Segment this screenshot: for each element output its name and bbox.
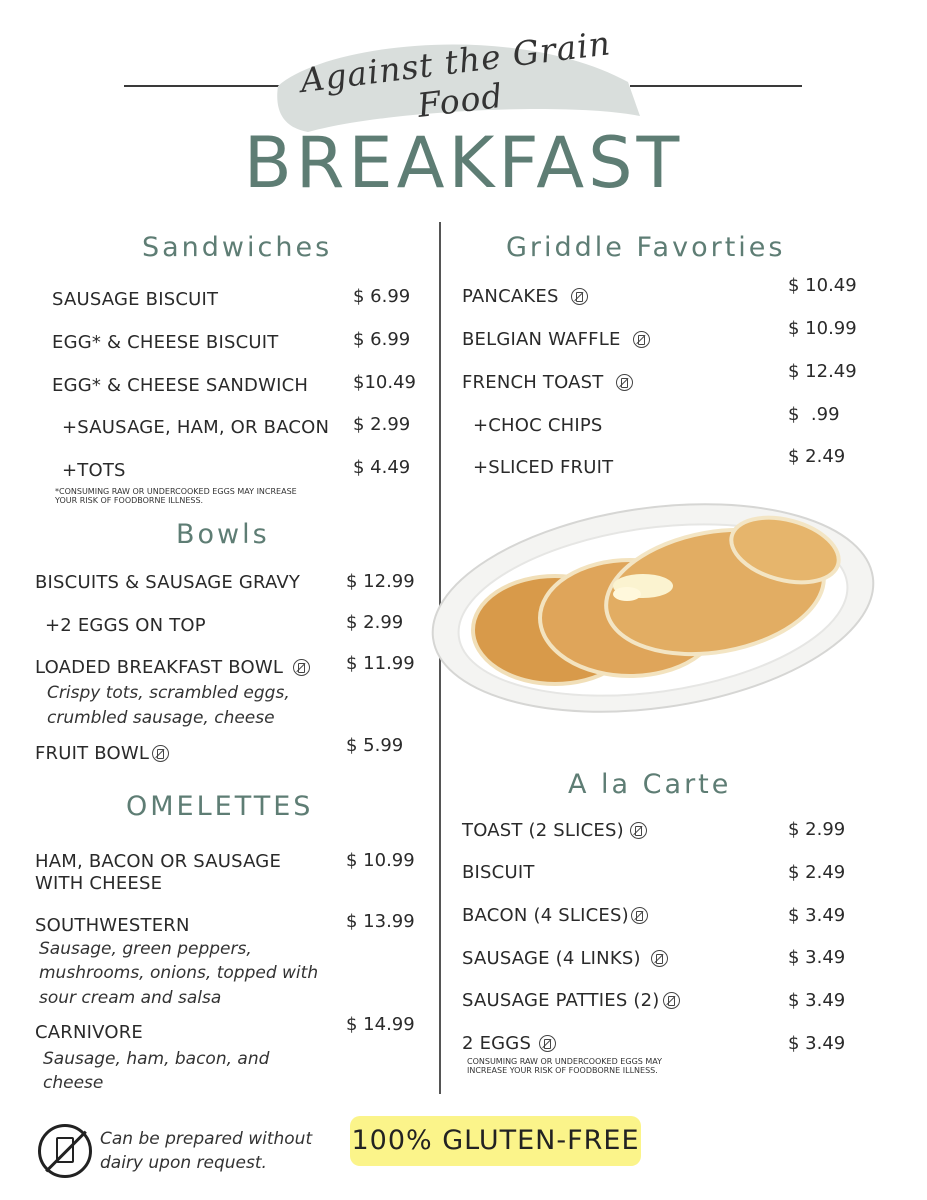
section-heading-griddle: Griddle Favorties [506, 232, 786, 263]
menu-price: $ 12.99 [346, 571, 415, 592]
menu-item: +TOTS [62, 460, 126, 481]
section-heading-sandwiches: Sandwiches [142, 232, 333, 263]
menu-price: $ 2.49 [788, 446, 846, 467]
brand-logo [268, 24, 648, 134]
menu-price: $ 2.99 [346, 612, 404, 633]
egg-disclaimer-line: CONSUMING RAW OR UNDERCOOKED EGGS MAY [467, 1057, 663, 1066]
menu-item: SOUTHWESTERN [35, 915, 190, 936]
menu-item: SAUSAGE BISCUIT [52, 289, 219, 310]
page-title: BREAKFAST [243, 122, 684, 204]
menu-item-with-icon [462, 286, 588, 307]
header-rule-right [630, 85, 802, 87]
egg-disclaimer-line: INCREASE YOUR RISK OF FOODBORNE ILLNESS. [467, 1066, 658, 1075]
menu-price: $ 6.99 [353, 329, 411, 350]
menu-price: $ 14.99 [346, 1014, 415, 1035]
menu-item-name: SAUSAGE PATTIES (2) [462, 990, 660, 1011]
menu-item-name: SAUSAGE (4 LINKS) [462, 948, 641, 969]
menu-item-with-icon [462, 372, 633, 393]
brand-name: Against the Grain Food [298, 23, 613, 125]
dairy-free-icon [630, 822, 647, 839]
menu-price: $ 10.99 [346, 850, 415, 871]
item-description: Crispy tots, scrambled eggs, [47, 683, 290, 703]
dairy-free-icon [293, 659, 310, 676]
menu-item-with-icon [462, 1033, 556, 1054]
dairy-free-legend-icon [38, 1124, 92, 1178]
menu-item-name: PANCAKES [462, 286, 559, 307]
menu-item-with-icon [462, 329, 650, 350]
section-heading-omelettes: OMELETTES [126, 791, 314, 822]
section-heading-a-la-carte: A la Carte [568, 769, 732, 800]
item-description: crumbled sausage, cheese [47, 708, 275, 728]
dairy-free-note: Can be prepared without [100, 1129, 313, 1149]
menu-price: $10.49 [353, 372, 416, 393]
menu-item-name: TOAST (2 SLICES) [462, 820, 624, 841]
menu-price: $ 4.49 [353, 457, 411, 478]
menu-item-with-icon [35, 743, 169, 764]
egg-disclaimer-line: YOUR RISK OF FOODBORNE ILLNESS. [55, 496, 204, 505]
menu-price: $ 13.99 [346, 911, 415, 932]
menu-price: $ 5.99 [346, 735, 404, 756]
dairy-free-icon [616, 374, 633, 391]
dairy-free-icon [651, 950, 668, 967]
menu-item: EGG* & CHEESE SANDWICH [52, 375, 309, 396]
dairy-free-icon [571, 288, 588, 305]
dairy-free-icon [152, 745, 169, 762]
menu-price: $ 10.49 [788, 275, 857, 296]
dairy-free-icon [539, 1035, 556, 1052]
menu-item: CARNIVORE [35, 1022, 144, 1043]
menu-item: +2 EGGS ON TOP [45, 615, 206, 636]
menu-item-with-icon [462, 948, 668, 969]
menu-item: +SLICED FRUIT [473, 457, 614, 478]
menu-item-name: BACON (4 SLICES) [462, 905, 629, 926]
menu-price: $ 12.49 [788, 361, 857, 382]
menu-price: $ 3.49 [788, 1033, 846, 1054]
dairy-free-icon [663, 992, 680, 1009]
menu-price: $ 10.99 [788, 318, 857, 339]
dairy-free-note: dairy upon request. [100, 1153, 267, 1173]
menu-price: $ .99 [788, 404, 840, 425]
menu-item-name: LOADED BREAKFAST BOWL [35, 657, 284, 678]
gluten-free-badge: 100% GLUTEN-FREE [350, 1116, 641, 1166]
menu-price: $ 3.49 [788, 990, 846, 1011]
egg-disclaimer-line: *CONSUMING RAW OR UNDERCOOKED EGGS MAY INCREASE [55, 487, 297, 496]
menu-price: $ 2.49 [788, 862, 846, 883]
pancakes-plate-image [425, 498, 880, 720]
menu-item-with-icon [35, 657, 310, 678]
menu-item-name: FRUIT BOWL [35, 743, 150, 764]
menu-item-with-icon [462, 990, 680, 1011]
menu-item: +SAUSAGE, HAM, OR BACON [62, 417, 330, 438]
dairy-free-icon [631, 907, 648, 924]
menu-item-with-icon [462, 820, 647, 841]
menu-item: BISCUIT [462, 862, 535, 883]
menu-price: $ 3.49 [788, 947, 846, 968]
section-heading-bowls: Bowls [176, 519, 270, 550]
menu-item-with-icon [462, 905, 648, 926]
menu-price: $ 11.99 [346, 653, 415, 674]
menu-item: +CHOC CHIPS [473, 415, 603, 436]
item-description: cheese [43, 1073, 104, 1093]
dairy-free-icon [633, 331, 650, 348]
menu-item: WITH CHEESE [35, 873, 163, 894]
item-description: sour cream and salsa [39, 988, 222, 1008]
menu-price: $ 2.99 [788, 819, 846, 840]
item-description: mushrooms, onions, topped with [39, 963, 319, 983]
menu-price: $ 6.99 [353, 286, 411, 307]
menu-price: $ 2.99 [353, 414, 411, 435]
item-description: Sausage, green peppers, [39, 939, 252, 959]
menu-item: HAM, BACON OR SAUSAGE [35, 851, 282, 872]
menu-item-name: FRENCH TOAST [462, 372, 604, 393]
menu-item-name: BELGIAN WAFFLE [462, 329, 621, 350]
menu-item-name: 2 EGGS [462, 1033, 532, 1054]
menu-item: EGG* & CHEESE BISCUIT [52, 332, 279, 353]
menu-price: $ 3.49 [788, 905, 846, 926]
menu-item: BISCUITS & SAUSAGE GRAVY [35, 572, 301, 593]
item-description: Sausage, ham, bacon, and [43, 1049, 270, 1069]
